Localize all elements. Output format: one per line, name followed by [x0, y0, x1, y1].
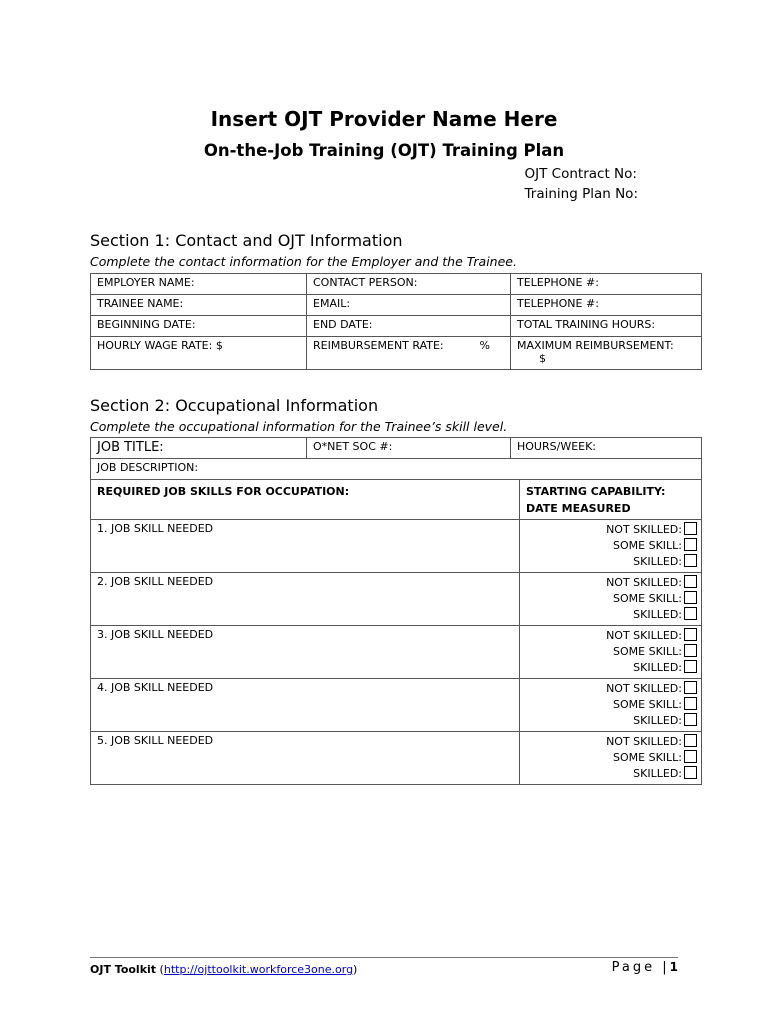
max-reimbursement-field[interactable]	[511, 337, 702, 370]
not-skilled-label: NOT SKILLED:	[606, 523, 682, 536]
table-row	[91, 480, 702, 520]
not-skilled-checkbox[interactable]	[684, 681, 697, 694]
footer-close-paren: )	[353, 963, 358, 976]
some-skill-checkbox[interactable]	[684, 750, 697, 763]
plan-no-label: Training Plan No:	[524, 186, 638, 202]
dollar-sign: $	[539, 352, 546, 365]
contract-no-label: OJT Contract No:	[524, 166, 637, 182]
job-skill-5-field[interactable]: 5. JOB SKILL NEEDED	[91, 732, 520, 785]
table-row	[91, 274, 702, 295]
footer-toolkit-name: OJT Toolkit	[90, 963, 157, 976]
employer-telephone-field[interactable]: TELEPHONE #:	[511, 274, 702, 295]
capability-header-line1: STARTING CAPABILITY:	[526, 485, 666, 498]
skilled-label: SKILLED:	[633, 661, 682, 674]
page-title: Insert OJT Provider Name Here	[210, 107, 558, 131]
beginning-date-field[interactable]: BEGINNING DATE:	[91, 316, 307, 337]
not-skilled-label: NOT SKILLED:	[606, 576, 682, 589]
page-number: 1	[669, 960, 678, 974]
not-skilled-label: NOT SKILLED:	[606, 682, 682, 695]
capability-cell	[520, 626, 702, 679]
onet-soc-field[interactable]: O*NET SOC #:	[307, 438, 511, 459]
job-info-table	[90, 437, 702, 480]
table-row	[91, 438, 702, 459]
reimbursement-rate-field[interactable]	[307, 337, 511, 370]
some-skill-checkbox[interactable]	[684, 644, 697, 657]
percent-sign: %	[479, 339, 490, 352]
section1-heading: Section 1: Contact and OJT Information	[90, 231, 403, 250]
job-skill-3-field[interactable]: 3. JOB SKILL NEEDED	[91, 626, 520, 679]
total-hours-field[interactable]: TOTAL TRAINING HOURS:	[511, 316, 702, 337]
skills-table	[90, 479, 702, 785]
trainee-telephone-field[interactable]: TELEPHONE #:	[511, 295, 702, 316]
skilled-checkbox[interactable]	[684, 713, 697, 726]
contact-table	[90, 273, 702, 370]
skilled-checkbox[interactable]	[684, 554, 697, 567]
capability-header-line2: DATE MEASURED	[526, 502, 631, 515]
skilled-label: SKILLED:	[633, 555, 682, 568]
skilled-label: SKILLED:	[633, 767, 682, 780]
skilled-checkbox[interactable]	[684, 766, 697, 779]
hours-week-field[interactable]: HOURS/WEEK:	[511, 438, 702, 459]
some-skill-label: SOME SKILL:	[613, 645, 682, 658]
not-skilled-label: NOT SKILLED:	[606, 735, 682, 748]
footer-open-paren: (	[156, 963, 164, 976]
job-description-field[interactable]: JOB DESCRIPTION:	[91, 459, 702, 480]
table-row	[91, 337, 702, 370]
some-skill-label: SOME SKILL:	[613, 751, 682, 764]
capability-cell	[520, 679, 702, 732]
table-row	[91, 295, 702, 316]
section1-note: Complete the contact information for the Employer and the Trainee.	[90, 254, 517, 269]
table-row	[91, 316, 702, 337]
skilled-checkbox[interactable]	[684, 607, 697, 620]
contract-info	[525, 164, 638, 204]
some-skill-checkbox[interactable]	[684, 591, 697, 604]
end-date-field[interactable]: END DATE:	[307, 316, 511, 337]
footer-divider	[90, 957, 678, 958]
contact-person-field[interactable]: CONTACT PERSON:	[307, 274, 511, 295]
section2-note: Complete the occupational information for the Trainee’s skill level.	[90, 419, 508, 434]
trainee-name-field[interactable]: TRAINEE NAME:	[91, 295, 307, 316]
hourly-wage-field[interactable]: HOURLY WAGE RATE: $	[91, 337, 307, 370]
page-subtitle: On-the-Job Training (OJT) Training Plan	[203, 141, 565, 160]
job-title-field[interactable]: JOB TITLE:	[91, 438, 307, 459]
reimbursement-rate-label: REIMBURSEMENT RATE:	[313, 339, 444, 352]
capability-header	[520, 480, 702, 520]
capability-cell	[520, 520, 702, 573]
section2-heading: Section 2: Occupational Information	[90, 396, 379, 415]
not-skilled-checkbox[interactable]	[684, 734, 697, 747]
job-skill-2-field[interactable]: 2. JOB SKILL NEEDED	[91, 573, 520, 626]
job-skill-1-field[interactable]: 1. JOB SKILL NEEDED	[91, 520, 520, 573]
table-row	[91, 573, 702, 626]
job-skill-4-field[interactable]: 4. JOB SKILL NEEDED	[91, 679, 520, 732]
some-skill-label: SOME SKILL:	[613, 698, 682, 711]
some-skill-checkbox[interactable]	[684, 538, 697, 551]
table-row	[91, 459, 702, 480]
capability-cell	[520, 732, 702, 785]
capability-cell	[520, 573, 702, 626]
skilled-label: SKILLED:	[633, 714, 682, 727]
skills-header: REQUIRED JOB SKILLS FOR OCCUPATION:	[91, 480, 520, 520]
some-skill-label: SOME SKILL:	[613, 539, 682, 552]
some-skill-label: SOME SKILL:	[613, 592, 682, 605]
email-field[interactable]: EMAIL:	[307, 295, 511, 316]
not-skilled-checkbox[interactable]	[684, 575, 697, 588]
page-label: Page |	[611, 960, 670, 975]
skilled-label: SKILLED:	[633, 608, 682, 621]
table-row	[91, 732, 702, 785]
table-row	[91, 679, 702, 732]
toolkit-link[interactable]: http://ojttoolkit.workforce3one.org	[163, 963, 354, 976]
not-skilled-checkbox[interactable]	[684, 628, 697, 641]
table-row	[91, 520, 702, 573]
table-row	[91, 626, 702, 679]
footer-left	[90, 963, 357, 976]
employer-name-field[interactable]: EMPLOYER NAME:	[91, 274, 307, 295]
skilled-checkbox[interactable]	[684, 660, 697, 673]
not-skilled-checkbox[interactable]	[684, 522, 697, 535]
max-reimbursement-label: MAXIMUM REIMBURSEMENT:	[517, 339, 674, 352]
some-skill-checkbox[interactable]	[684, 697, 697, 710]
page-indicator	[612, 960, 678, 975]
not-skilled-label: NOT SKILLED:	[606, 629, 682, 642]
